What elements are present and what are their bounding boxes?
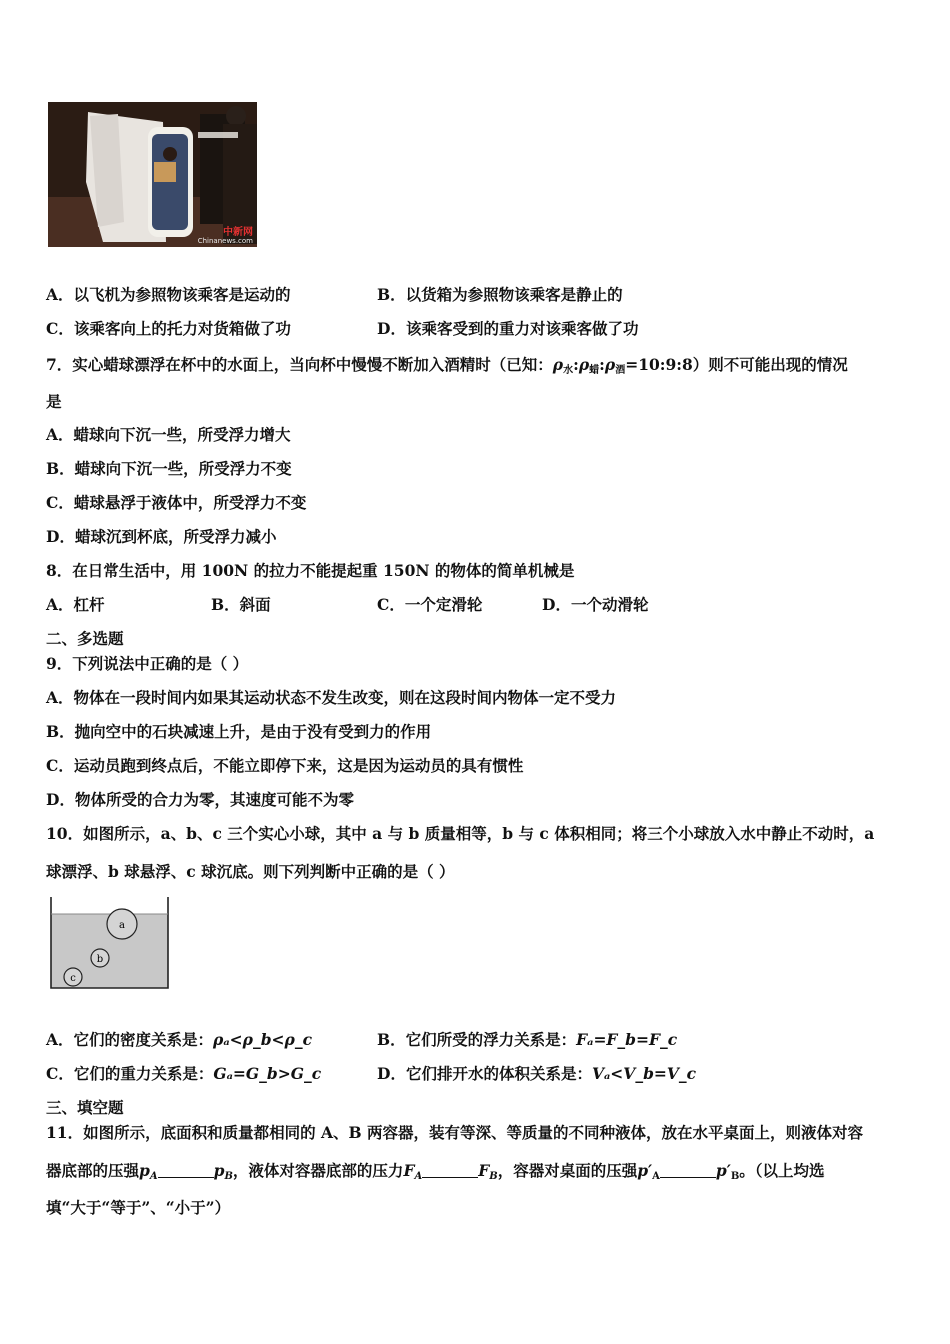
q7-option-c: C．蜡球悬浮于液体中，所受浮力不变 bbox=[46, 493, 307, 512]
airplane-cargo-photo bbox=[48, 102, 257, 247]
q7-stem-line2: 是 bbox=[46, 392, 62, 411]
q6-option-a: A．以飞机为参照物该乘客是运动的 bbox=[46, 285, 291, 304]
q9-option-c: C．运动员跑到终点后，不能立即停下来，这是因为运动员的具有惯性 bbox=[46, 756, 524, 775]
q10-option-c-prefix: C．它们的重力关系是： bbox=[46, 1064, 214, 1083]
q7-rho-water: ρ bbox=[552, 355, 564, 374]
q11-line2-b: ，液体对容器底部的压力 bbox=[232, 1161, 404, 1180]
q10-option-d bbox=[377, 1064, 696, 1084]
photo-watermark bbox=[198, 229, 253, 245]
q10-option-b bbox=[377, 1030, 677, 1050]
q6-option-d: D．该乘客受到的重力对该乘客做了功 bbox=[377, 319, 639, 338]
q10-stem-line1: 10．如图所示，a、b、c 三个实心小球，其中 a 与 b 质量相等，b 与 c 体积相同；将三个小球放入水中静止不动时，a bbox=[46, 824, 875, 843]
watermark-url: Chinanews.com bbox=[197, 237, 253, 245]
q7-sub-alcohol: 酒 bbox=[615, 365, 626, 376]
q11-stem-line3: 填“大于“等于”、“小于”） bbox=[46, 1198, 231, 1217]
q10-option-d-prefix: D．它们排开水的体积关系是： bbox=[377, 1064, 592, 1083]
q10-stem-line2: 球漂浮、b 球悬浮、c 球沉底。则下列判断中正确的是（ ） bbox=[46, 862, 455, 881]
q7-rho-alcohol: ρ bbox=[604, 355, 616, 374]
q7-sep2: : bbox=[599, 355, 605, 374]
q11-line2-a: 器底部的压强 bbox=[46, 1161, 140, 1180]
q7-stem-suffix: ）则不可能出现的情况 bbox=[692, 355, 848, 374]
q10-option-a bbox=[46, 1030, 312, 1050]
q10-option-c-formula: Gₐ=G_b>G_c bbox=[213, 1064, 322, 1083]
q10-figure-beaker bbox=[48, 896, 172, 992]
label-c: c bbox=[70, 973, 76, 984]
q10-option-b-prefix: B．它们所受的浮力关系是： bbox=[377, 1030, 577, 1049]
q7-sep1: : bbox=[573, 355, 579, 374]
q11-line2-c: ，容器对桌面的压强 bbox=[497, 1161, 638, 1180]
q9-option-d: D．物体所受的合力为零，其速度可能不为零 bbox=[46, 790, 354, 809]
q7-option-d: D．蜡球沉到杯底，所受浮力减小 bbox=[46, 527, 277, 546]
blank-pressure[interactable] bbox=[158, 1163, 214, 1178]
q7-stem-prefix: 7．实心蜡球漂浮在杯中的水面上，当向杯中慢慢不断加入酒精时（已知： bbox=[46, 355, 553, 374]
q9-option-a: A．物体在一段时间内如果其运动状态不发生改变，则在这段时间内物体一定不受力 bbox=[46, 688, 617, 707]
q11-stem-line1: 11．如图所示，底面积和质量都相同的 A、B 两容器，装有等深、等质量的不同种液体，放在水平桌面上，则液体对容 bbox=[46, 1123, 863, 1142]
blank-force[interactable] bbox=[422, 1163, 478, 1178]
q8-option-b: B．斜面 bbox=[211, 595, 271, 614]
q7-ratio: =10:9:8 bbox=[625, 355, 693, 374]
q7-sub-wax: 蜡 bbox=[589, 365, 600, 376]
q7-rho-wax: ρ bbox=[578, 355, 590, 374]
q10-option-a-prefix: A．它们的密度关系是： bbox=[46, 1030, 214, 1049]
q8-option-d: D．一个动滑轮 bbox=[542, 595, 649, 614]
q8-stem: 8．在日常生活中，用 100N 的拉力不能提起重 150N 的物体的简单机械是 bbox=[46, 561, 575, 580]
section2-title: 二、多选题 bbox=[46, 629, 124, 648]
q8-option-c: C．一个定滑轮 bbox=[377, 595, 483, 614]
photo-illustration bbox=[48, 102, 257, 247]
q7-option-a: A．蜡球向下沉一些，所受浮力增大 bbox=[46, 425, 291, 444]
q11-stem-line2: 器底部的压强$p_A$ $p_B$，液体对容器底部的压力$F_A$ $F_B$，容器对桌面的压强$p'_A$ $p'_B$。（以上均选 bbox=[46, 1161, 825, 1182]
q11-line2-end: 。（以上均选 bbox=[739, 1161, 825, 1180]
q9-option-b: B．抛向空中的石块减速上升，是由于没有受到力的作用 bbox=[46, 722, 432, 741]
q7-option-b: B．蜡球向下沉一些，所受浮力不变 bbox=[46, 459, 292, 478]
q6-option-b: B．以货箱为参照物该乘客是静止的 bbox=[377, 285, 623, 304]
q7-stem-line1 bbox=[46, 355, 848, 381]
q10-option-a-formula: ρₐ<ρ_b<ρ_c bbox=[213, 1030, 313, 1049]
label-b: b bbox=[96, 954, 104, 965]
q10-option-d-formula: Vₐ<V_b=V_c bbox=[591, 1064, 697, 1083]
q10-option-c bbox=[46, 1064, 321, 1084]
q10-option-b-formula: Fₐ=F_b=F_c bbox=[576, 1030, 678, 1049]
beaker-diagram bbox=[48, 896, 172, 992]
q8-option-a: A．杠杆 bbox=[46, 595, 105, 614]
watermark-logo: 中新网 bbox=[223, 227, 253, 238]
label-a: a bbox=[119, 920, 125, 931]
q6-option-c: C．该乘客向上的托力对货箱做了功 bbox=[46, 319, 291, 338]
blank-table-pressure[interactable] bbox=[660, 1163, 716, 1178]
q9-stem: 9．下列说法中正确的是（ ） bbox=[46, 654, 249, 673]
q7-sub-water: 水 bbox=[563, 365, 574, 376]
section3-title: 三、填空题 bbox=[46, 1098, 124, 1117]
